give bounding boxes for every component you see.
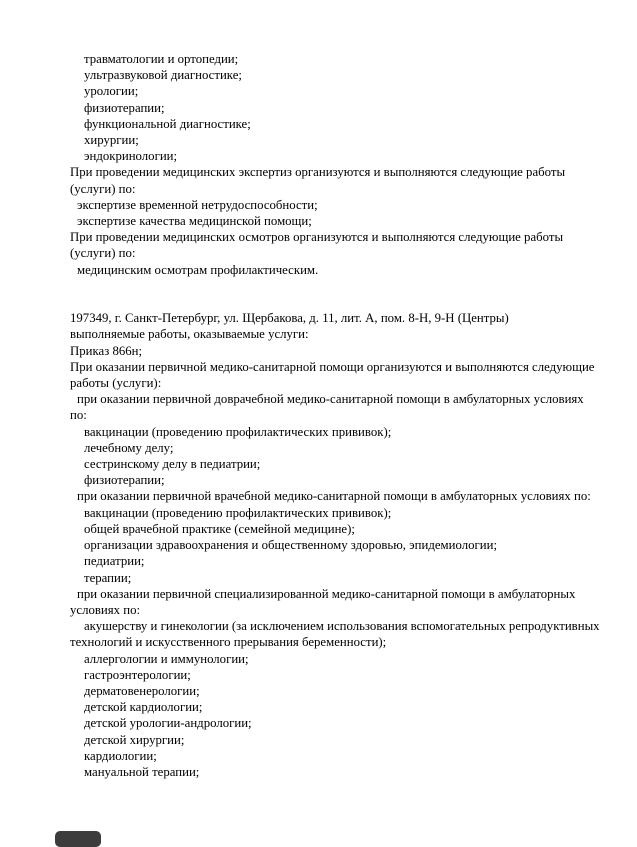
document-line: экспертизе временной нетрудоспособности;	[77, 197, 318, 212]
document-line: вакцинации (проведению профилактических прививок);	[84, 424, 392, 439]
cutoff-ui-fragment	[55, 831, 101, 847]
document-line: гастроэнтерологии;	[84, 667, 191, 682]
document-line: физиотерапии;	[84, 100, 165, 115]
document-line: (услуги) по:	[70, 246, 136, 261]
document-line: работы (услуги):	[70, 376, 162, 391]
document-line: при оказании первичной врачебной медико-санитарной помощи в амбулаторных условиях по:	[77, 489, 591, 504]
document-line: эндокринологии;	[84, 149, 178, 164]
document-line: травматологии и ортопедии;	[84, 52, 239, 66]
document-line: сестринскому делу в педиатрии;	[84, 457, 261, 472]
document-line: кардиологии;	[84, 748, 157, 763]
document-line: функциональной диагностике;	[84, 116, 251, 131]
document-line: выполняемые работы, оказываемые услуги:	[70, 327, 309, 342]
document-line: Приказ 866н;	[70, 343, 143, 358]
document-line: ультразвуковой диагностике;	[84, 68, 242, 83]
document-line: лечебному делу;	[84, 440, 174, 455]
document-line	[70, 278, 615, 294]
document-line: хирургии;	[84, 133, 139, 148]
document-line: терапии;	[84, 570, 132, 585]
document-line: урологии;	[84, 84, 139, 99]
document-line: При проведении медицинских осмотров организуются и выполняются следующие работы	[70, 230, 564, 245]
document-line: При оказании первичной медико-санитарной помощи организуются и выполняются следующие	[70, 359, 595, 374]
document-line: При проведении медицинских экспертиз организуются и выполняются следующие работы	[70, 165, 566, 180]
document-line: вакцинации (проведению профилактических прививок);	[84, 505, 392, 520]
document-line: физиотерапии;	[84, 473, 165, 488]
document-line: аллергологии и иммунологии;	[84, 651, 249, 666]
document-line: акушерству и гинекологии (за исключением использования вспомогательных репродуктивных	[84, 619, 600, 634]
document-line: педиатрии;	[84, 554, 145, 569]
document-line: по:	[70, 408, 87, 423]
document-line: (услуги) по:	[70, 181, 136, 196]
document-line: дерматовенерологии;	[84, 683, 200, 698]
document-line: мануальной терапии;	[84, 764, 200, 779]
document-line: медицинским осмотрам профилактическим.	[77, 262, 319, 277]
document-line: экспертизе качества медицинской помощи;	[77, 214, 312, 229]
document-line: общей врачебной практике (семейной медицине);	[84, 521, 355, 536]
document-line: детской урологии-андрологии;	[84, 716, 252, 731]
document-line: 197349, г. Санкт-Петербург, ул. Щербакова, д. 11, лит. А, пом. 8-Н, 9-Н (Центры)	[70, 311, 509, 326]
document-line	[70, 294, 615, 310]
document-line: детской хирургии;	[84, 732, 185, 747]
document-line: организации здравоохранения и общественному здоровью, эпидемиологии;	[84, 538, 498, 553]
license-document-text	[70, 51, 615, 780]
document-line: технологий и искусственного прерывания беременности);	[70, 635, 387, 650]
document-line: при оказании первичной специализированной медико-санитарной помощи в амбулаторных	[77, 586, 576, 601]
document-line: условиях по:	[70, 602, 141, 617]
document-line: детской кардиологии;	[84, 700, 203, 715]
document-line: при оказании первичной доврачебной медико-санитарной помощи в амбулаторных условиях	[77, 392, 584, 407]
